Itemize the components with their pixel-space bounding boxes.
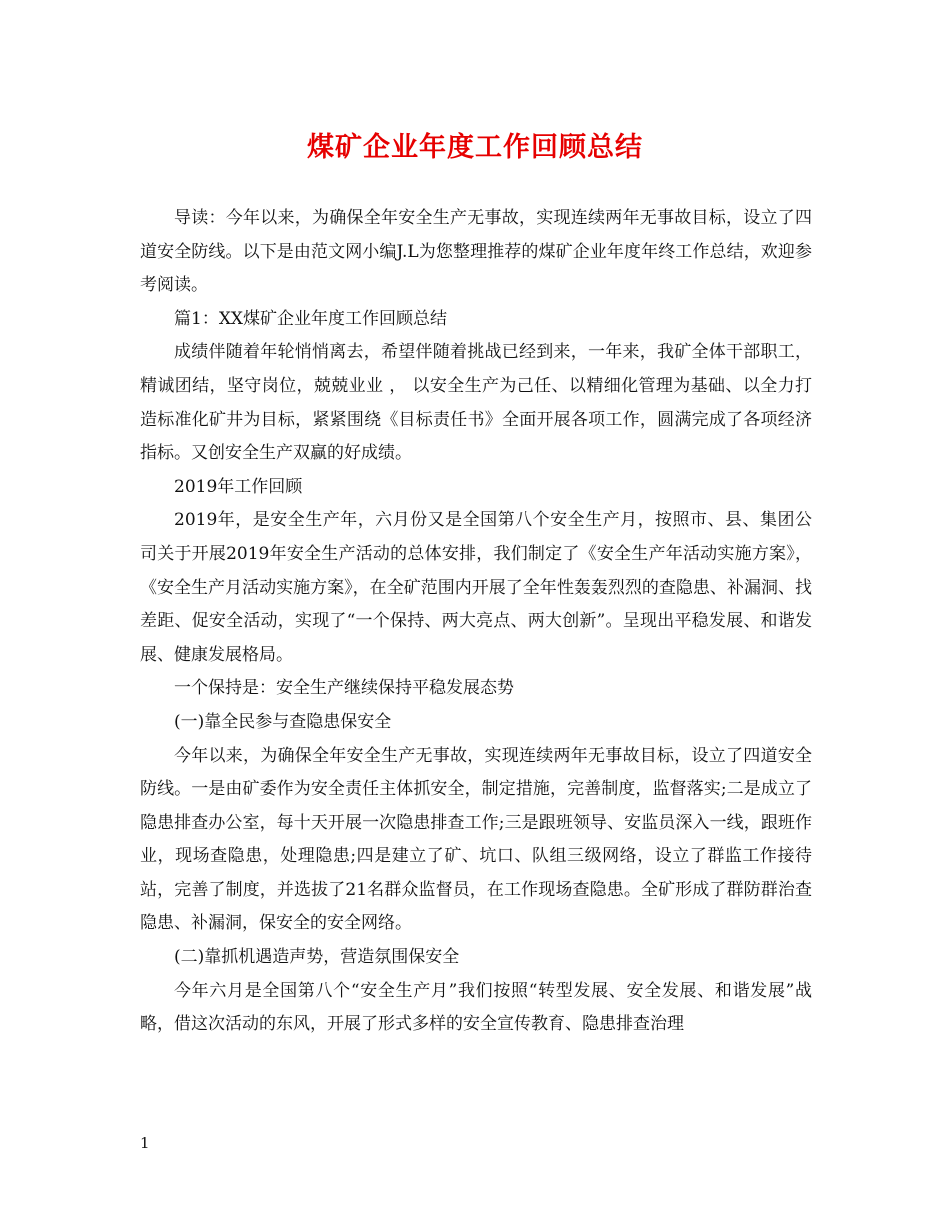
- paragraph-subheading: (一)靠全民参与查隐患保安全: [174, 711, 392, 732]
- paragraph-body: 今年六月是全国第八个“安全生产月”我们按照“转型发展、安全发展、和谐发展”战略，借这次活动的东风，开展了形式多样的安全宣传教育、隐患排查治理: [140, 980, 812, 1035]
- paragraph-overview: 2019年，是安全生产年，六月份又是全国第八个安全生产月，按照市、县、集团公司关于开展2019年安全生产活动的总体安排，我们制定了《安全生产年活动实施方案》，《安全生产月活动实施方案》，在全矿范围内开展了全年性轰轰烈烈的查隐患、补漏洞、找差距、促安全活动，实现了“一个保持、两大亮点、两大创新”。呈现出平稳发展、和谐发展、健康发展格局。: [140, 510, 812, 665]
- page-number: 1: [140, 1134, 150, 1152]
- paragraph-body: 今年以来，为确保全年安全生产无事故，实现连续两年无事故目标，设立了四道安全防线。一是由矿委作为安全责任主体抓安全，制定措施，完善制度，监督落实;二是成立了隐患排查办公室，每十天开展一次隐患排查工作;三是跟班领导、安监员深入一线，跟班作业，现场查隐患，处理隐患;四是建立了矿、坑口、队组三级网络，设立了群监工作接待站，完善了制度，并选拔了21名群众监督员，在工作现场查隐患。全矿形成了群防群治查隐患、补漏洞，保安全的安全网络。: [140, 745, 812, 934]
- document-title: 煤矿企业年度工作回顾总结: [307, 132, 643, 163]
- paragraph-section-heading: 2019年工作回顾: [174, 476, 303, 497]
- paragraph-intro: 导读：今年以来，为确保全年安全生产无事故，实现连续两年无事故目标，设立了四道安全防线。以下是由范文网小编J.L为您整理推荐的煤矿企业年度年终工作总结，欢迎参考阅读。: [140, 208, 812, 296]
- document-body: [140, 202, 812, 1042]
- paragraph-subheading: 一个保持是：安全生产继续保持平稳发展态势: [174, 678, 514, 699]
- paragraph-subheading: (二)靠抓机遇造声势，营造氛围保安全: [174, 947, 460, 968]
- paragraph-chapter-heading: 篇1：XX煤矿企业年度工作回顾总结: [174, 308, 448, 329]
- paragraph-opening: 成绩伴随着年轮悄悄离去，希望伴随着挑战已经到来，一年来，我矿全体干部职工，精诚团结，坚守岗位，兢兢业业 ， 以安全生产为己任、以精细化管理为基础、以全力打造标准化矿井为目标，紧紧围绕《目标责任书》全面开展各项工作，圆满完成了各项经济指标。又创安全生产双赢的好成绩。: [140, 342, 812, 464]
